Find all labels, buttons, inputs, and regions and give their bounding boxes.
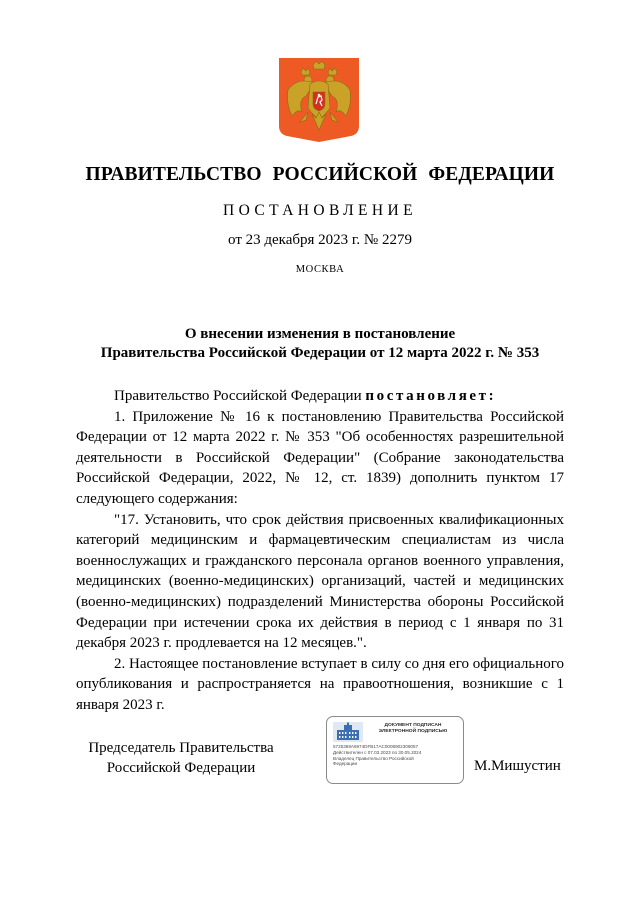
stamp-validity: Действителен с 07.03.2023 по 30.05.2024 — [333, 749, 422, 755]
intro-paragraph — [76, 386, 564, 407]
stamp-owner-line-1: Владелец Правительство Российской — [333, 755, 414, 761]
stamp-title-line-1: ДОКУМЕНТ ПОДПИСАН — [384, 723, 442, 728]
stamp-details — [333, 744, 459, 767]
document-date-number: от 23 декабря 2023 г. № 2279 — [228, 232, 412, 248]
signatory-position-line-2: Российской Федерации — [106, 760, 256, 776]
paragraph-2: "17. Установить, что срок действия присвоенных квалификационных категорий медицинским и фармацевтическим специалистам из числа военнослужащих и гражданского персонала органов военного управления, медицинских (военно-медицинских) организаций, частей и медицинских (военно-медицинских) подразделений Министерства обороны Российской Федерации при истечении срока их действия в период с 1 января по 31 декабря 2023 г. продлевается на 12 месяцев.". — [76, 511, 564, 652]
electronic-signature-stamp — [326, 716, 464, 784]
intro-text: Правительство Российской Федерации — [114, 388, 366, 404]
coat-of-arms-icon — [276, 56, 362, 142]
signatory-position-line-1: Председатель Правительства — [88, 740, 274, 756]
resolves-word: постановляет: — [365, 388, 497, 404]
document-type: ПОСТАНОВЛЕНИЕ — [223, 202, 417, 219]
document-title-line-1: О внесении изменения в постановление — [184, 326, 456, 342]
document-title-line-2: Правительства Российской Федерации от 12 марта 2022 г. № 353 — [100, 345, 540, 361]
city: МОСКВА — [295, 264, 345, 275]
stamp-certificate: 5725369A6974DFB17AC0008902309057 — [333, 744, 419, 749]
paragraph-3: 2. Настоящее постановление вступает в силу со дня его официального опубликования и распространяется на правоотношения, возникшие с 1 января 2023 г. — [76, 655, 564, 713]
stamp-owner-line-2: Федерации — [333, 761, 358, 767]
document-title — [0, 325, 640, 363]
government-building-icon — [333, 722, 363, 742]
signatory-name: М.Мишустин — [474, 758, 561, 774]
paragraph-1: 1. Приложение № 16 к постановлению Правительства Российской Федерации от 12 марта 2022 г. № 353 "Об особенностях разрешительной деятельности в Российской Федерации" (Собрание законодательства Российской Федерации, 2022, № 12, ст. 1839) дополнить пунктом 17 следующего содержания: — [76, 408, 564, 507]
stamp-title — [365, 723, 461, 735]
stamp-title-line-2: ЭЛЕКТРОННОЙ ПОДПИСЬЮ — [378, 729, 448, 735]
signatory-position — [76, 738, 286, 778]
government-name: ПРАВИТЕЛЬСТВО РОССИЙСКОЙ ФЕДЕРАЦИИ — [85, 164, 555, 185]
document-body — [76, 386, 564, 716]
